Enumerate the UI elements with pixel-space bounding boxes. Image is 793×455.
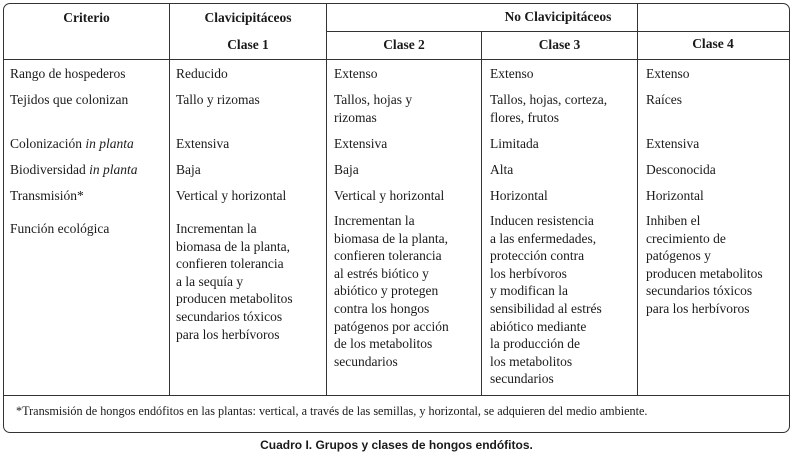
line: contra los hongos — [334, 300, 430, 316]
line: para los herbívoros — [646, 300, 750, 316]
column-divider-3 — [481, 31, 482, 395]
line: y modifican la — [490, 283, 568, 299]
line: Tallo y rizomas — [176, 92, 260, 107]
cell-biodiversidad-clase3 — [490, 161, 513, 179]
line: Extenso — [490, 66, 534, 81]
line: sensibilidad al estrés — [490, 300, 602, 316]
cell-transmision-clase3 — [490, 187, 548, 205]
criterio-transmision: Transmisión* — [10, 188, 84, 203]
cell-transmision-clase1 — [176, 187, 286, 205]
line: Reducido — [176, 66, 228, 81]
line: patógenos y — [646, 248, 711, 264]
line: Alta — [490, 162, 514, 177]
header-criterio: Criterio — [63, 10, 110, 25]
cell-tejidos-clase3 — [490, 91, 607, 126]
table-caption: Cuadro I. Grupos y clases de hongos endófitos. — [260, 438, 533, 452]
criterio-biodiversidad — [10, 161, 138, 179]
line: producen metabolitos — [646, 265, 763, 281]
cell-colonizacion-clase1 — [176, 135, 229, 153]
line: biomasa de la planta, — [176, 238, 290, 254]
line: Tallos, hojas y — [334, 92, 413, 107]
line: la producción de — [490, 336, 580, 352]
line: Extenso — [334, 66, 378, 81]
criterio-funcion-ecologica: Función ecológica — [10, 221, 110, 236]
line: Inhiben el — [646, 213, 701, 228]
cell-biodiversidad-clase2 — [334, 161, 359, 179]
table-frame — [3, 3, 790, 433]
column-divider-2 — [326, 4, 327, 395]
line: secundarios tóxicos — [176, 308, 283, 324]
line: Horizontal — [646, 188, 704, 203]
criterio-biodiversidad-italic: in planta — [89, 162, 138, 177]
line: al estrés biótico y — [334, 265, 429, 281]
cell-rango-clase4 — [646, 65, 690, 83]
criterio-tejidos: Tejidos que colonizan — [10, 92, 129, 107]
header-clase-2: Clase 2 — [383, 37, 425, 52]
footnote: *Transmisión de hongos endófitos en las plantas: vertical, a través de las semillas, y horizontal, se adquieren del medio ambiente. — [16, 404, 648, 418]
header-clase-4: Clase 4 — [692, 36, 734, 51]
line: Raíces — [646, 92, 682, 107]
line: Baja — [334, 162, 359, 177]
cell-funcion-clase4 — [646, 212, 763, 318]
line: Inducen resistencia — [490, 213, 594, 228]
cell-transmision-clase4 — [646, 187, 704, 205]
column-divider-1 — [169, 4, 170, 395]
line: rizomas — [334, 109, 377, 125]
cell-tejidos-clase4 — [646, 91, 682, 109]
line: Extenso — [646, 66, 690, 81]
line: flores, frutos — [490, 109, 559, 125]
cell-tejidos-clase2 — [334, 91, 412, 126]
line: secundarios — [334, 353, 398, 369]
cell-funcion-clase2 — [334, 212, 449, 370]
cell-transmision-clase2 — [334, 187, 444, 205]
line: de los metabolitos — [334, 336, 433, 352]
line: Vertical y horizontal — [176, 188, 287, 203]
line: a la sequía y — [176, 273, 244, 289]
line: Limitada — [490, 136, 539, 151]
line: Extensiva — [334, 136, 388, 151]
line: los herbívoros — [490, 265, 567, 281]
cell-biodiversidad-clase1 — [176, 161, 201, 179]
cell-biodiversidad-clase4 — [646, 161, 716, 179]
cell-rango-clase3 — [490, 65, 534, 83]
line: patógenos por acción — [334, 318, 449, 334]
header-no-clavicipitaceos: No Clavicipitáceos — [504, 9, 612, 24]
line: secundarios tóxicos — [646, 283, 753, 299]
cell-funcion-clase1 — [176, 220, 293, 343]
cell-tejidos-clase1 — [176, 91, 260, 109]
criterio-biodiversidad-label: Biodiversidad — [10, 162, 90, 177]
header-divider-partial — [326, 31, 789, 32]
line: Horizontal — [490, 188, 548, 203]
cell-funcion-clase3 — [490, 212, 602, 388]
line: confieren tolerancia — [334, 248, 442, 264]
line: producen metabolitos — [176, 291, 293, 307]
line: a las enfermedades, — [490, 230, 597, 246]
column-divider-4 — [637, 4, 638, 395]
cell-colonizacion-clase2 — [334, 135, 387, 153]
line: crecimiento de — [646, 230, 726, 246]
criterio-rango-hospederos: Rango de hospederos — [10, 66, 126, 81]
line: Baja — [176, 162, 201, 177]
header-clase-1: Clase 1 — [227, 37, 269, 52]
line: los metabolitos — [490, 353, 573, 369]
header-divider — [4, 59, 789, 60]
criterio-colonizacion — [10, 135, 134, 153]
cell-colonizacion-clase4 — [646, 135, 699, 153]
line: Extensiva — [176, 136, 230, 151]
cell-colonizacion-clase3 — [490, 135, 539, 153]
header-clase-3: Clase 3 — [538, 37, 581, 52]
criterio-colonizacion-label: Colonización — [10, 136, 86, 151]
line: secundarios — [490, 371, 554, 387]
cell-rango-clase1 — [176, 65, 228, 83]
line: protección contra — [490, 248, 585, 264]
header-clavicipitaceos: Clavicipitáceos — [204, 10, 292, 25]
line: Desconocida — [646, 162, 716, 177]
line: Incrementan la — [334, 213, 415, 228]
line: Tallos, hojas, corteza, — [490, 92, 608, 107]
criterio-colonizacion-italic: in planta — [85, 136, 134, 151]
footnote-divider — [4, 395, 789, 396]
line: Vertical y horizontal — [334, 188, 445, 203]
line: para los herbívoros — [176, 326, 280, 342]
line: abiótico mediante — [490, 318, 587, 334]
line: Incrementan la — [176, 221, 257, 236]
line: abiótico y protegen — [334, 283, 439, 299]
line: Extensiva — [646, 136, 700, 151]
cell-rango-clase2 — [334, 65, 378, 83]
line: biomasa de la planta, — [334, 230, 448, 246]
line: confieren tolerancia — [176, 256, 284, 272]
